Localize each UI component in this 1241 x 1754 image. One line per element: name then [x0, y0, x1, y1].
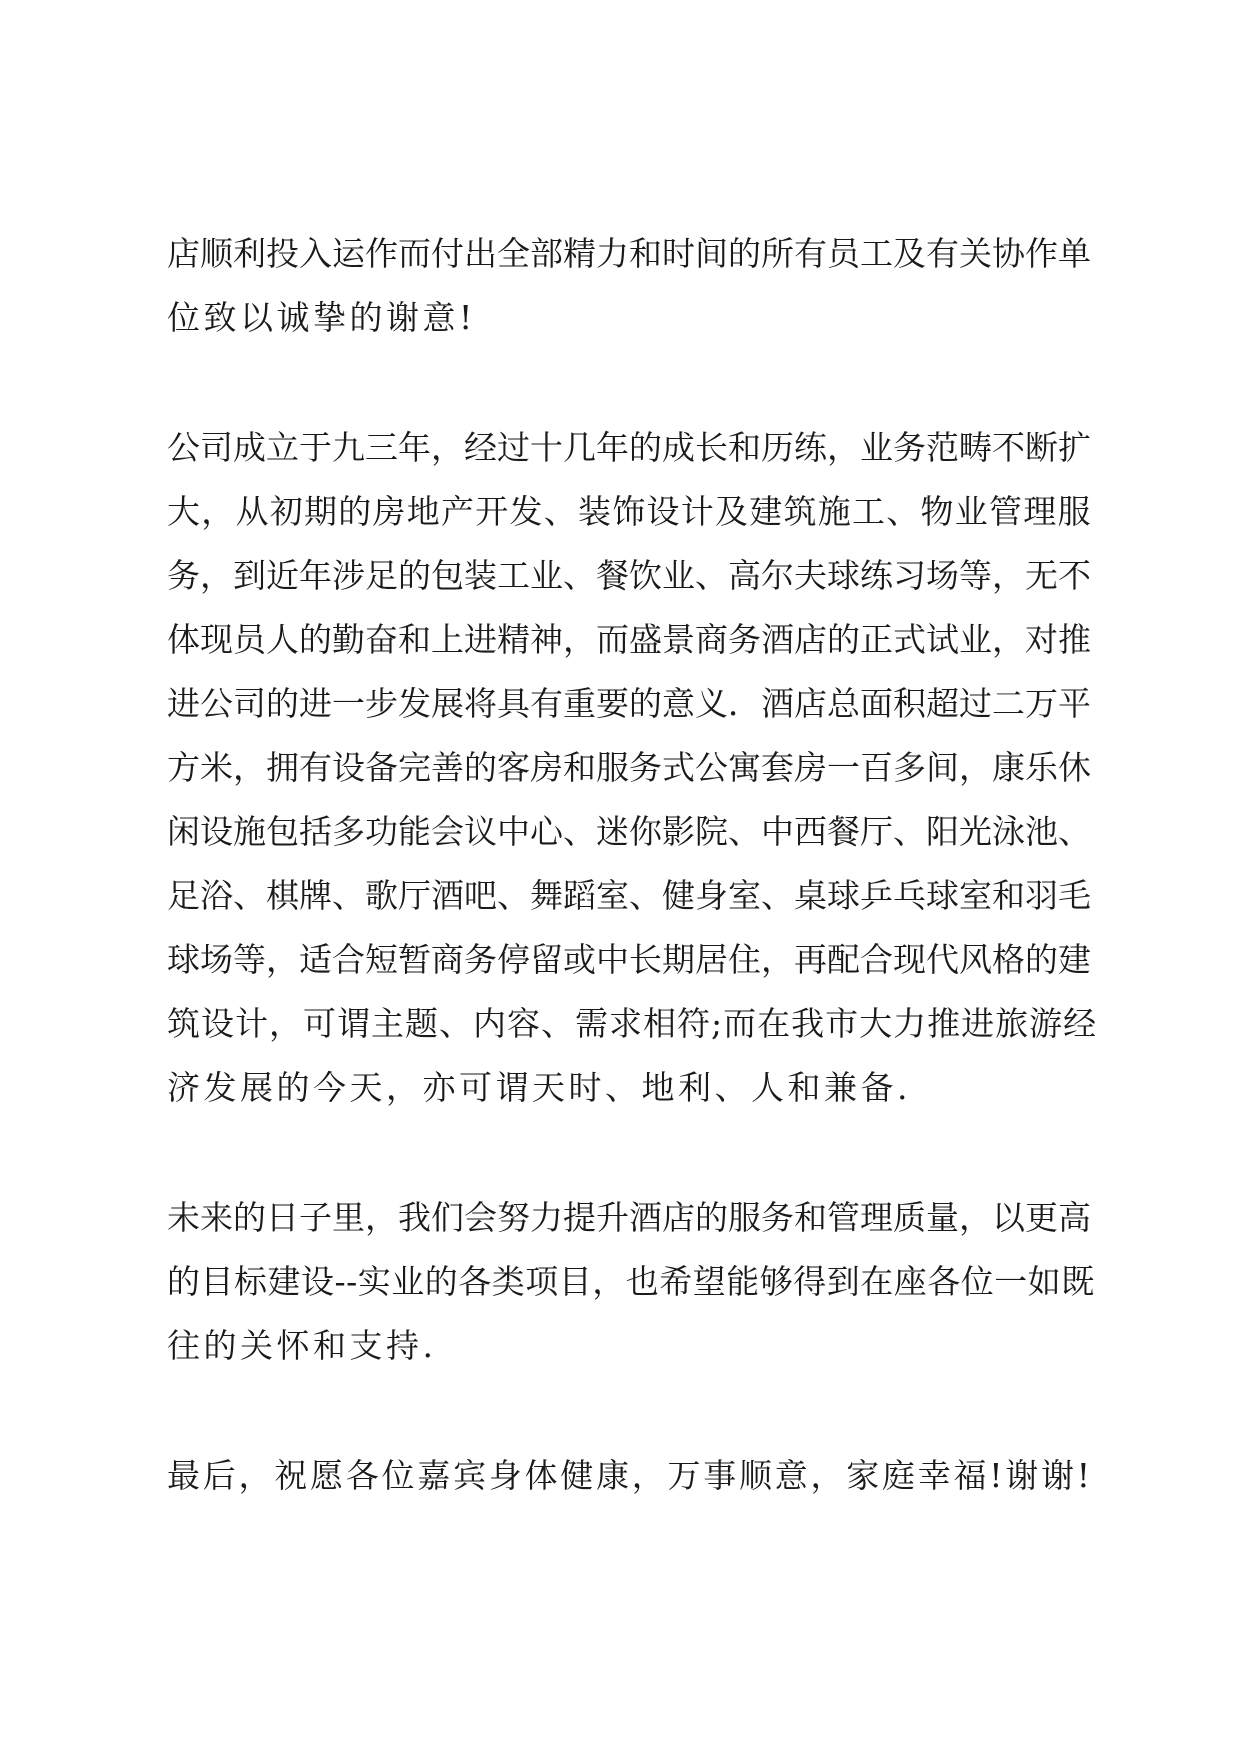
paragraph-2-line-3: 务，到近年涉足的包装工业、餐饮业、高尔夫球练习场等，无不 — [167, 556, 1091, 595]
paragraph-2-line-7: 闲设施包括多功能会议中心、迷你影院、中西餐厅、阳光泳池、 — [167, 812, 1091, 851]
paragraph-2-line-5: 进公司的进一步发展将具有重要的意义．酒店总面积超过二万平 — [167, 684, 1091, 723]
paragraph-1-line-2: 位致以诚挚的谢意! — [167, 298, 476, 337]
paragraph-3-line-3: 往的关怀和支持. — [167, 1326, 437, 1365]
paragraph-2-line-10: 筑设计，可谓主题、内容、需求相符;而在我市大力推进旅游经 — [167, 1004, 1098, 1043]
paragraph-2-line-2: 大，从初期的房地产开发、装饰设计及建筑施工、物业管理服 — [167, 492, 1092, 531]
paragraph-2-line-6: 方米，拥有设备完善的客房和服务式公寓套房一百多间，康乐休 — [167, 748, 1091, 787]
paragraph-2-line-4: 体现员人的勤奋和上进精神，而盛景商务酒店的正式试业，对推 — [167, 620, 1091, 659]
paragraph-4-line-1: 最后，祝愿各位嘉宾身体健康，万事顺意，家庭幸福!谢谢! — [167, 1456, 1093, 1495]
paragraph-2-line-9: 球场等，适合短暂商务停留或中长期居住，再配合现代风格的建 — [167, 940, 1091, 979]
paragraph-1-line-1: 店顺利投入运作而付出全部精力和时间的所有员工及有关协作单 — [167, 234, 1091, 273]
paragraph-2-line-8: 足浴、棋牌、歌厅酒吧、舞蹈室、健身室、桌球乒乓球室和羽毛 — [167, 876, 1091, 915]
paragraph-2-line-11: 济发展的今天，亦可谓天时、地利、人和兼备. — [167, 1068, 911, 1107]
paragraph-3-line-2: 的目标建设--实业的各类项目，也希望能够得到在座各位一如既 — [167, 1262, 1095, 1301]
paragraph-3-line-1: 未来的日子里，我们会努力提升酒店的服务和管理质量，以更高 — [167, 1198, 1091, 1237]
paragraph-2-line-1: 公司成立于九三年，经过十几年的成长和历练，业务范畴不断扩 — [167, 428, 1091, 467]
